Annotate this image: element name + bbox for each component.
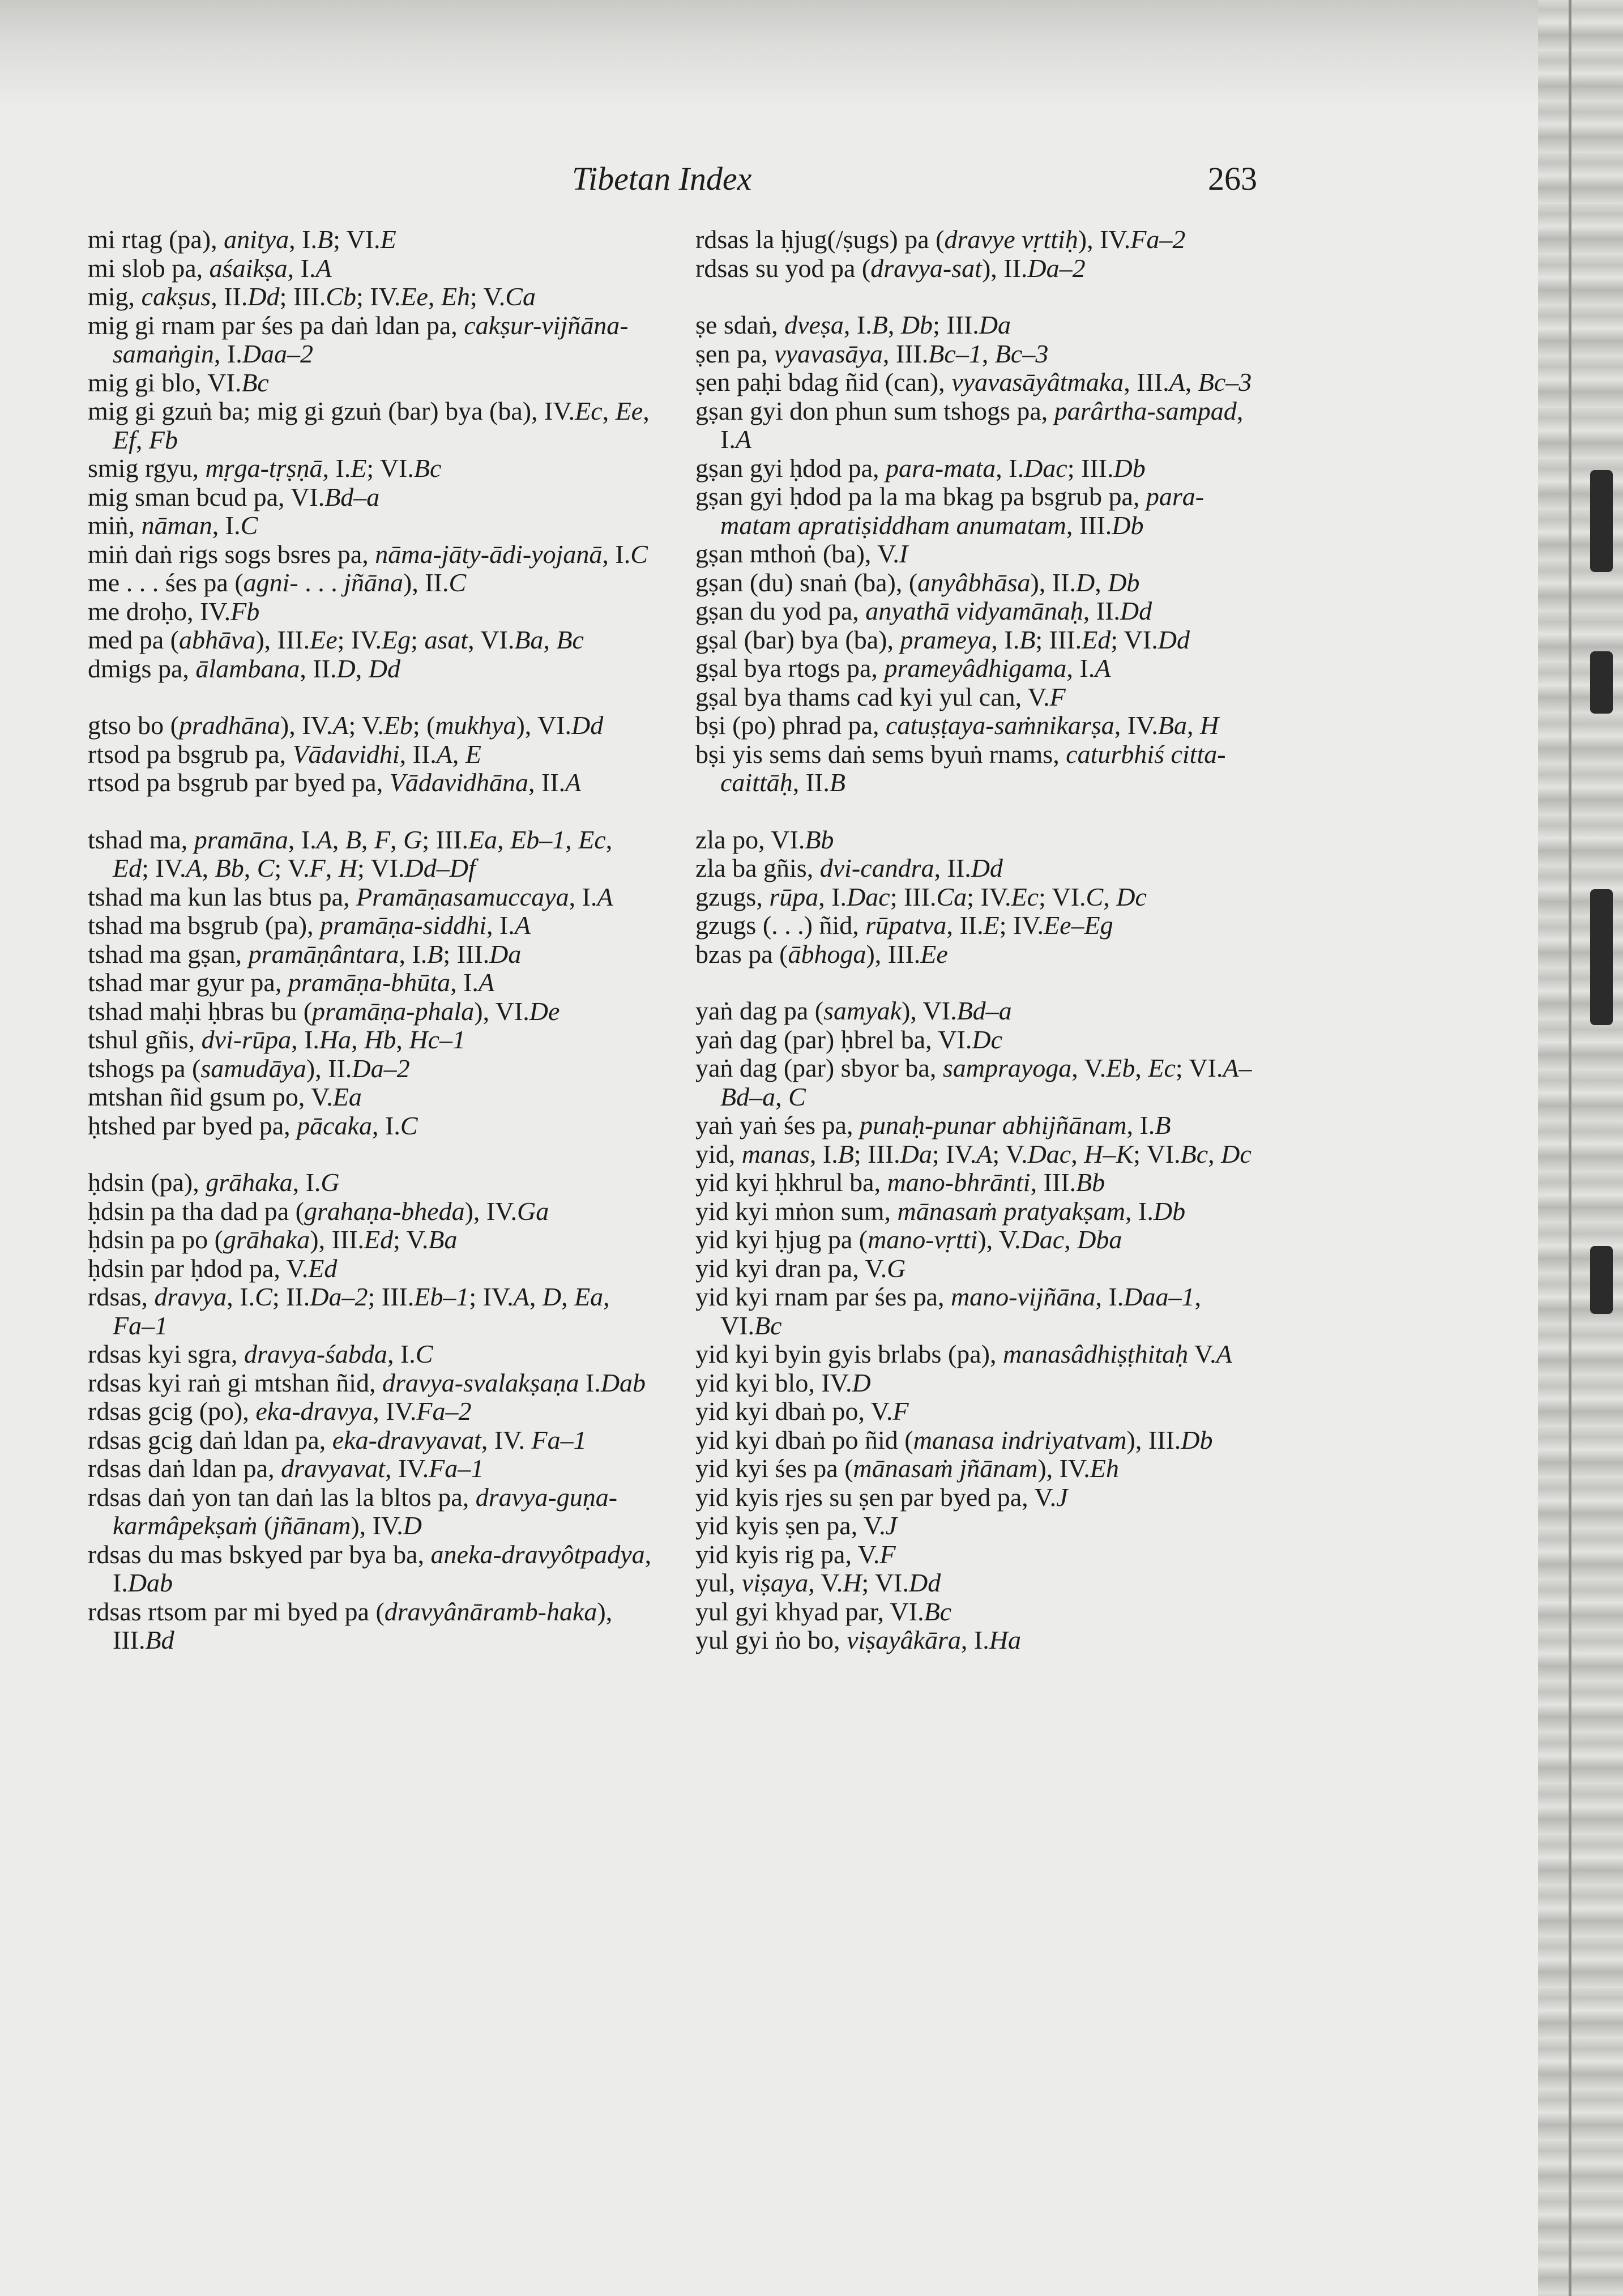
book-edge-strip: [1538, 0, 1623, 2296]
index-column-left: [88, 225, 654, 1655]
index-entry: gṣan mthoṅ (ba), V.I: [695, 539, 908, 568]
index-entry: gṣan gyi don phun sum tshogs pa, parârtha-sampad, I.A: [695, 396, 1244, 454]
index-entry: rdsas daṅ ldan pa, dravyavat, IV.Fa–1: [88, 1454, 484, 1483]
scan-shadow-top: [0, 0, 1623, 108]
index-entry: med pa (abhāva), III.Ee; IV.Eg; asat, VI.Ba, Bc: [88, 625, 584, 654]
index-entry: mtshan ñid gsum po, V.Ea: [88, 1082, 362, 1111]
index-entry: mig, cakṣus, II.Dd; III.Cb; IV.Ee, Eh; V.Ca: [88, 282, 536, 311]
index-entry: yaṅ yaṅ śes pa, punaḥ-punar abhijñānam, I.B: [695, 1111, 1171, 1140]
index-entry: smig rgyu, mṛga-tṛṣṇā, I.E; VI.Bc: [88, 454, 442, 483]
index-entry: yid kyis ṣen pa, V.J: [695, 1511, 898, 1540]
group-spacer: [88, 797, 654, 826]
edge-mark: [1590, 651, 1613, 714]
edge-mark: [1590, 1246, 1613, 1314]
index-entry: tshogs pa (samudāya), II.Da–2: [88, 1053, 410, 1083]
index-entry: ṣe sdaṅ, dveṣa, I.B, Db; III.Da: [695, 310, 1011, 339]
index-entry: yid kyi rnam par śes pa, mano-vijñāna, I.Daa–1, VI.Bc: [695, 1282, 1202, 1340]
index-entry: mi slob pa, aśaikṣa, I.A: [88, 253, 332, 283]
index-entry: ṣen pa, vyavasāya, III.Bc–1, Bc–3: [695, 339, 1049, 368]
page-number: 263: [1208, 160, 1257, 197]
index-entry: rdsas daṅ yon tan daṅ las la bltos pa, dravya-guṇa-karmâpekṣaṁ (jñānam), IV.D: [88, 1482, 618, 1540]
index-entry: bṣi (po) phrad pa, catuṣṭaya-saṁnikarṣa, IV.Ba, H: [695, 711, 1219, 740]
index-entry: tshad ma gṣan, pramāṇântara, I.B; III.Da: [88, 939, 522, 968]
index-entry: yaṅ dag (par) sbyor ba, samprayoga, V.Eb, Ec; VI.A–Bd–a, C: [695, 1053, 1252, 1111]
index-entry: bṣi yis sems daṅ sems byuṅ rnams, caturbhiś citta-caittāḥ, II.B: [695, 739, 1226, 797]
index-entry: yid kyi blo, IV.D: [695, 1368, 871, 1397]
index-entry: rdsas gcig daṅ ldan pa, eka-dravyavat, IV. Fa–1: [88, 1425, 587, 1454]
index-entry: rdsas du mas bskyed par bya ba, aneka-dravyôtpadya, I.Dab: [88, 1539, 652, 1597]
index-entry: ḥdsin pa tha dad pa (grahaṇa-bheda), IV.Ga: [88, 1196, 549, 1226]
index-entry: miṅ daṅ rigs sogs bsres pa, nāma-jāty-ādi-yojanā, I.C: [88, 539, 648, 569]
index-entry: yid kyis rig pa, V.F: [695, 1539, 896, 1569]
index-entry: rdsas kyi sgra, dravya-śabda, I.C: [88, 1339, 433, 1368]
index-entry: gṣan gyi ḥdod pa, para-mata, I.Dac; III.Db: [695, 453, 1146, 483]
index-entry: me . . . śes pa (agni- . . . jñāna), II.C: [88, 568, 467, 597]
index-column-right: [695, 225, 1262, 1655]
index-entry: yid kyi śes pa (mānasaṁ jñānam), IV.Eh: [695, 1454, 1119, 1483]
index-entry: mig gi rnam par śes pa daṅ ldan pa, cakṣur-vijñāna-samaṅgin, I.Daa–2: [88, 310, 629, 368]
index-entry: rtsod pa bsgrub pa, Vādavidhi, II.A, E: [88, 739, 481, 769]
group-spacer: [88, 683, 654, 711]
index-entry: tshul gñis, dvi-rūpa, I.Ha, Hb, Hc–1: [88, 1025, 466, 1054]
index-entry: rdsas rtsom par mi byed pa (dravyânāramb-haka), III.Bd: [88, 1597, 613, 1654]
index-entry: rdsas la ḥjug(/ṣugs) pa (dravye vṛttiḥ), IV.Fa–2: [695, 225, 1186, 254]
index-entry: mig gi gzuṅ ba; mig gi gzuṅ (bar) bya (ba), IV.Ec, Ee, Ef, Fb: [88, 396, 650, 454]
index-entry: ḥdsin pa po (grāhaka), III.Ed; V.Ba: [88, 1225, 458, 1254]
index-entry: tshad maḥi ḥbras bu (pramāṇa-phala), VI.De: [88, 996, 560, 1026]
group-spacer: [88, 1140, 654, 1168]
index-entry: rdsas, dravya, I.C; II.Da–2; III.Eb–1; IV.A, D, Ea, Fa–1: [88, 1282, 610, 1340]
index-entry: mi rtag (pa), anitya, I.B; VI.E: [88, 225, 396, 254]
edge-mark: [1590, 470, 1613, 572]
index-entry: tshad ma bsgrub (pa), pramāṇa-siddhi, I.A: [88, 911, 531, 940]
index-entry: zla ba gñis, dvi-candra, II.Dd: [695, 853, 1003, 882]
index-entry: yid kyi ḥkhrul ba, mano-bhrānti, III.Bb: [695, 1168, 1105, 1197]
index-entry: gṣal bya rtogs pa, prameyâdhigama, I.A: [695, 654, 1111, 682]
index-entry: bzas pa (ābhoga), III.Ee: [695, 939, 948, 968]
index-entry: mig gi blo, VI.Bc: [88, 368, 269, 397]
index-entry: tshad ma, pramāna, I.A, B, F, G; III.Ea, Eb–1, Ec, Ed; IV.A, Bb, C; V.F, H; VI.Dd–Df: [88, 825, 613, 882]
index-entry: me droḥo, IV.Fb: [88, 596, 260, 626]
index-entry: gzugs, rūpa, I.Dac; III.Ca; IV.Ec; VI.C, Dc: [695, 882, 1147, 911]
index-entry: yid, manas, I.B; III.Da; IV.A; V.Dac, H–K; VI.Bc, Dc: [695, 1139, 1252, 1168]
index-entry: gtso bo (pradhāna), IV.A; V.Eb; (mukhya), VI.Dd: [88, 711, 604, 740]
index-entry: ḥdsin (pa), grāhaka, I.G: [88, 1168, 340, 1197]
index-entry: rdsas su yod pa (dravya-sat), II.Da–2: [695, 253, 1086, 283]
index-entry: yul gyi khyad par, VI.Bc: [695, 1597, 952, 1626]
index-entry: yid kyi dbaṅ po, V.F: [695, 1397, 909, 1426]
index-entry: tshad ma kun las btus pa, Pramāṇasamuccaya, I.A: [88, 882, 613, 911]
index-entry: yul, viṣaya, V.H; VI.Dd: [695, 1568, 941, 1597]
index-entry: gṣan gyi ḥdod pa la ma bkag pa bsgrub pa, para-matam apratiṣiddham anumatam, III.Db: [695, 482, 1205, 540]
index-entry: gzugs (. . .) ñid, rūpatva, II.E; IV.Ee–Eg: [695, 911, 1113, 940]
index-entry: ṣen paḥi bdag ñid (can), vyavasāyâtmaka, III.A, Bc–3: [695, 368, 1252, 396]
index-entry: rdsas gcig (po), eka-dravya, IV.Fa–2: [88, 1397, 472, 1426]
index-entry: miṅ, nāman, I.C: [88, 511, 258, 540]
index-entry: tshad mar gyur pa, pramāṇa-bhūta, I.A: [88, 968, 495, 997]
group-spacer: [695, 968, 1262, 997]
page-title: Tibetan Index: [572, 160, 752, 197]
index-entry: ḥdsin par ḥdod pa, V.Ed: [88, 1253, 338, 1283]
page-fold-line: [1569, 0, 1571, 2296]
index-entry: zla po, VI.Bb: [695, 825, 834, 854]
index-entry: mig sman bcud pa, VI.Bd–a: [88, 482, 380, 511]
running-head: [85, 160, 1257, 205]
index-entry: rtsod pa bsgrub par byed pa, Vādavidhāna, II.A: [88, 768, 582, 797]
index-entry: dmigs pa, ālambana, II.D, Dd: [88, 654, 400, 683]
index-entry: yid kyis rjes su ṣen par byed pa, V.J: [695, 1482, 1068, 1512]
index-entry: gṣal (bar) bya (ba), prameya, I.B; III.Ed; VI.Dd: [695, 625, 1190, 654]
group-spacer: [695, 283, 1262, 311]
index-entry: yid kyi byin gyis brlabs (pa), manasâdhiṣṭhitaḥ V.A: [695, 1339, 1232, 1368]
index-entry: gṣan (du) snaṅ (ba), (anyâbhāsa), II.D, Db: [695, 567, 1140, 597]
index-entry: yid kyi ḥjug pa (mano-vṛtti), V.Dac, Dba: [695, 1225, 1122, 1254]
index-entry: ḥtshed par byed pa, pācaka, I.C: [88, 1111, 418, 1140]
index-entry: yid kyi dran pa, V.G: [695, 1253, 906, 1283]
index-entry: yaṅ dag (par) ḥbrel ba, VI.Dc: [695, 1025, 1002, 1054]
index-entry: yid kyi dbaṅ po ñid (manasa indriyatvam), III.Db: [695, 1425, 1213, 1454]
index-entry: yaṅ dag pa (samyak), VI.Bd–a: [695, 996, 1012, 1025]
group-spacer: [695, 797, 1262, 826]
index-entry: gṣal bya thams cad kyi yul can, V.F: [695, 682, 1066, 711]
index-entry: yid kyi mṅon sum, mānasaṁ pratyakṣam, I.Db: [695, 1196, 1186, 1226]
index-entry: gṣan du yod pa, anyathā vidyamānaḥ, II.Dd: [695, 596, 1152, 625]
index-entry: rdsas kyi raṅ gi mtshan ñid, dravya-svalakṣaṇa I.Dab: [88, 1368, 646, 1397]
edge-mark: [1590, 889, 1613, 1025]
index-entry: yul gyi ṅo bo, viṣayâkāra, I.Ha: [695, 1625, 1021, 1654]
